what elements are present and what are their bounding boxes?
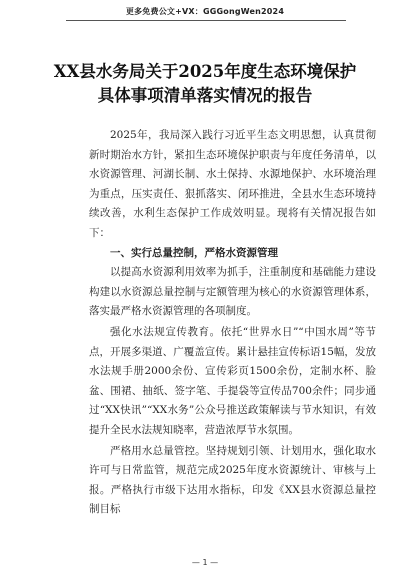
section-1-paragraph-2: 强化水法规宣传教育。依托“世界水日”“中国水周”等节点，开展多渠道、广覆盖宣传。累计悬挂宣传标语15幅，发放水法规手册2000余份、宣传彩页1500余份，定制水杯、脸盆、围裙、抽纸、签字笔、手提袋等宣传品700余件；同步通过“XX快讯”“XX水务”公众号推送政策解读与节水知识，有效提升全民水法规知晓率，营造浓厚节水氛围。 <box>89 325 376 436</box>
page-number: — 1 — <box>191 558 219 567</box>
section-heading-1: 一、实行总量控制，严格水资源管理 <box>110 246 278 259</box>
title-line-1: XX县水务局关于2025年度生态环境保护 <box>53 62 357 81</box>
section-1-paragraph-3: 严格用水总量管控。坚持规划引领、计划用水，强化取水许可与日常监管，规范完成2025年度水资源统计、审核与上报。严格执行市级下达用水指标，印发《XX县水资源总量控制目标 <box>89 444 376 516</box>
header-divider <box>66 20 346 21</box>
report-title <box>30 60 380 108</box>
report-body <box>89 126 376 520</box>
title-line-2: 具体事项清单落实情况的报告 <box>97 86 313 105</box>
intro-paragraph: 2025年，我局深入践行习近平生态文明思想，认真贯彻新时期治水方针，紧扣生态环境保护职责与年度任务清单，以水资源管理、河湖长制、水土保持、水源地保护、水环境治理为重点，压实责任、狠抓落实、闭环推进，全县水生态环境持续改善，水利生态保护工作成效明显。现将有关情况报告如下： <box>89 129 376 239</box>
promo-banner: 更多免费公文+VX：GGGongWen2024 <box>125 7 285 16</box>
section-1-paragraph-1: 以提高水资源利用效率为抓手，注重制度和基础能力建设构建以水资源总量控制与定额管理为核心的水资源管理体系，落实最严格水资源管理的各项制度。 <box>89 266 376 318</box>
